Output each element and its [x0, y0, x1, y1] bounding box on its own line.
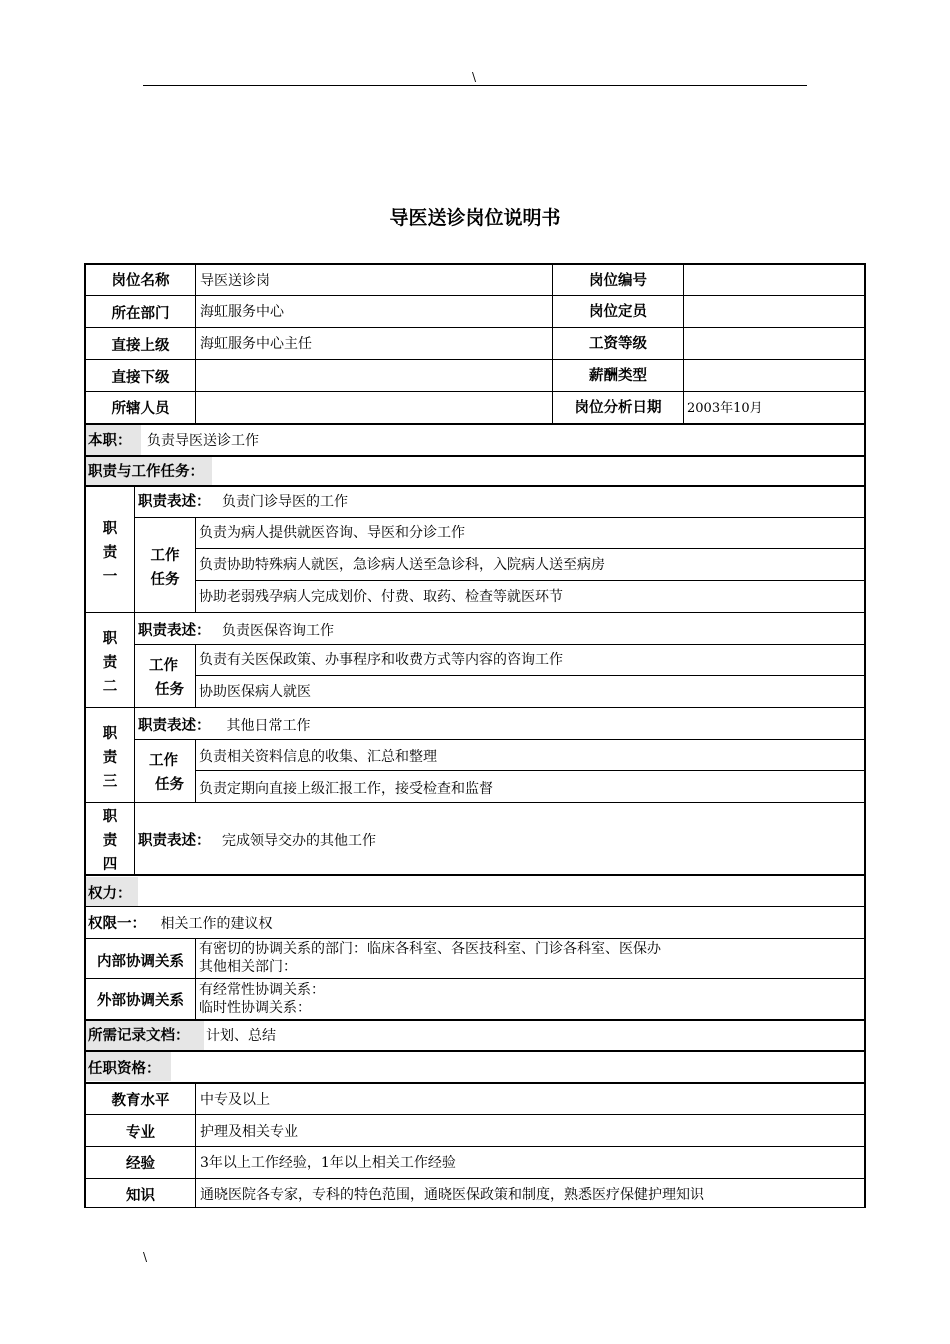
duty-1-label: 一: [102, 569, 118, 585]
duty-1-task-label: 任务: [150, 572, 180, 588]
duty-2-label: 职: [102, 631, 118, 647]
qualifications-header: 任职资格：: [88, 1061, 161, 1077]
duty-1-label: 职: [102, 521, 118, 537]
duty-1-label: 责: [102, 545, 118, 561]
internal-coordination-line: 其他相关部门：: [199, 959, 297, 975]
position-code-label: 岗位编号: [589, 273, 647, 289]
duty-3-task-label: 任务: [155, 777, 184, 793]
qualification-label: 教育水平: [111, 1093, 170, 1109]
duties-header: 职责与工作任务：: [88, 464, 204, 480]
header-rule: [143, 85, 807, 86]
duty-3-task-label: 工作: [149, 753, 178, 769]
position-name-value: 导医送诊岗: [200, 273, 270, 289]
headcount-label: 岗位定员: [589, 304, 647, 320]
duty-1-task-label: 工作: [150, 548, 180, 564]
duty-1-task: 负责协助特殊病人就医，急诊病人送至急诊科，入院病人送至病房: [199, 557, 605, 573]
analysis-date-value: 2003年10月: [687, 401, 763, 416]
duty-4-label: 职: [102, 809, 118, 825]
qualification-value: 中专及以上: [200, 1092, 270, 1108]
document-title: 导医送诊岗位说明书: [389, 207, 561, 229]
duty-2-label: 责: [102, 655, 118, 671]
duty-3-label: 三: [102, 774, 118, 790]
authority-header: 权力：: [88, 886, 132, 902]
qualification-value: 护理及相关专业: [200, 1124, 298, 1140]
footer-mark: \: [143, 1250, 148, 1264]
duty-4-label: 责: [102, 833, 118, 849]
duty-main-value: 负责导医送诊工作: [147, 433, 259, 449]
records-value: 计划、总结: [206, 1028, 276, 1044]
internal-coordination-label: 内部协调关系: [97, 954, 184, 970]
external-coordination-line: 临时性协调关系：: [199, 1000, 311, 1016]
duty-2-task-label: 任务: [155, 682, 184, 698]
duty-2-statement: 负责医保咨询工作: [222, 623, 334, 639]
subordinate-label: 直接下级: [111, 370, 170, 386]
qualification-label: 经验: [126, 1156, 155, 1172]
authority-label: 权限一：: [88, 916, 146, 932]
qualification-value: 通晓医院各专家，专科的特色范围，通晓医保政策和制度，熟悉医疗保健护理知识: [200, 1187, 704, 1203]
qualification-value: 3年以上工作经验，1年以上相关工作经验: [200, 1155, 456, 1171]
position-name-label: 岗位名称: [111, 273, 170, 289]
external-coordination-line: 有经常性协调关系：: [199, 982, 325, 998]
duty-4-statement: 完成领导交办的其他工作: [222, 833, 376, 849]
authority-value: 相关工作的建议权: [156, 916, 273, 932]
duty-3-task: 负责定期向直接上级汇报工作，接受检查和监督: [199, 781, 493, 797]
superior-label: 直接上级: [111, 338, 170, 354]
duty-1-statement: 负责门诊导医的工作: [222, 494, 348, 510]
qualification-label: 专业: [126, 1125, 155, 1141]
duty-2-task-label: 工作: [149, 658, 178, 674]
records-label: 所需记录文档：: [88, 1028, 190, 1044]
header-mark: \: [472, 70, 477, 84]
duty-1-statement-label: 职责表述：: [138, 494, 211, 510]
department-value: 海虹服务中心: [200, 304, 284, 320]
duty-2-statement-label: 职责表述：: [138, 623, 211, 639]
duty-3-statement-label: 职责表述：: [138, 718, 211, 734]
duty-4-label: 四: [102, 857, 118, 873]
duty-3-statement: 其他日常工作: [222, 718, 311, 734]
analysis-date-label: 岗位分析日期: [574, 400, 662, 416]
duty-2-task: 协助医保病人就医: [199, 684, 311, 700]
external-coordination-label: 外部协调关系: [97, 993, 184, 1009]
department-label: 所在部门: [111, 306, 170, 322]
duty-3-label: 职: [102, 726, 118, 742]
duty-3-task: 负责相关资料信息的收集、汇总和整理: [199, 749, 437, 765]
duty-3-label: 责: [102, 750, 118, 766]
superior-value: 海虹服务中心主任: [200, 336, 312, 352]
duty-2-label: 二: [102, 679, 118, 695]
internal-coordination-line: 有密切的协调关系的部门：临床各科室、各医技科室、门诊各科室、医保办: [199, 941, 661, 957]
duty-1-task: 负责为病人提供就医咨询、导医和分诊工作: [199, 525, 465, 541]
duty-1-task: 协助老弱残孕病人完成划价、付费、取药、检查等就医环节: [199, 589, 563, 605]
duty-2-task: 负责有关医保政策、办事程序和收费方式等内容的咨询工作: [199, 652, 563, 668]
duty-4-statement-label: 职责表述：: [138, 833, 211, 849]
salary-grade-label: 工资等级: [589, 336, 647, 352]
duty-main-label: 本职：: [88, 433, 132, 449]
staff-label: 所辖人员: [111, 401, 170, 417]
qualification-label: 知识: [126, 1188, 155, 1204]
pay-type-label: 薪酬类型: [589, 368, 647, 384]
